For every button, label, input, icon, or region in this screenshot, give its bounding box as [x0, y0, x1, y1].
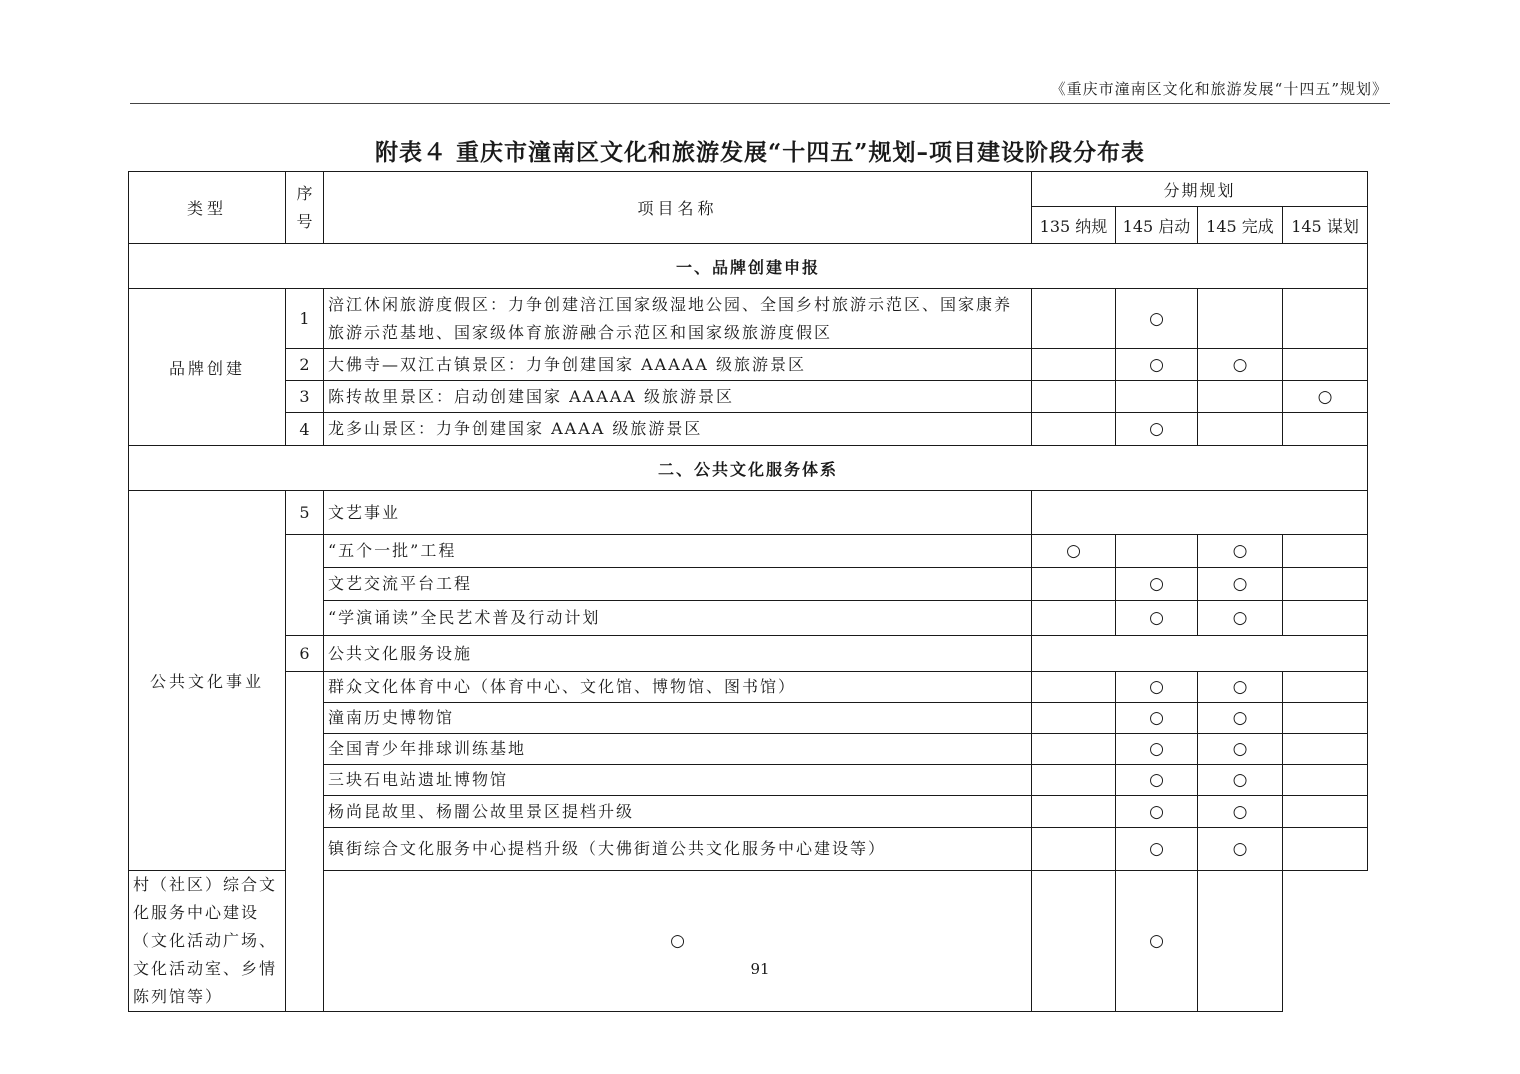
phase-cell: ○	[1116, 413, 1198, 446]
phase-cell: ○	[1198, 765, 1283, 796]
phase-cell	[1032, 871, 1116, 1012]
phase-cell	[1283, 796, 1368, 828]
header-rule	[130, 103, 1390, 104]
phase-cell: ○	[1198, 672, 1283, 703]
phase-cell: ○	[1032, 535, 1116, 568]
header-phase-145-plan: 145 谋划	[1283, 207, 1368, 244]
table-row	[129, 381, 1368, 413]
phase-cell: ○	[1116, 672, 1198, 703]
table-row	[129, 289, 1368, 349]
category-cell: 公共文化事业	[129, 491, 286, 871]
header-phase-135: 135 纳规	[1032, 207, 1116, 244]
seq-cell: 2	[286, 349, 324, 381]
project-name-cell: 全国青少年排球训练基地	[324, 734, 1032, 765]
phase-cell	[1032, 601, 1116, 636]
document-title: 附表４ 重庆市潼南区文化和旅游发展“十四五”规划–项目建设阶段分布表	[375, 139, 1145, 166]
phase-cell: ○	[1198, 601, 1283, 636]
header-phase-145-start: 145 启动	[1116, 207, 1198, 244]
section-title: 一、品牌创建申报	[129, 244, 1368, 289]
page-number: 91	[750, 960, 770, 978]
phase-cell: ○	[1116, 871, 1198, 1012]
phase-cell	[1283, 601, 1368, 636]
table-row	[129, 413, 1368, 446]
seq-cell: 4	[286, 413, 324, 446]
phase-cell	[1198, 413, 1283, 446]
phase-cell	[1283, 413, 1368, 446]
section-title: 二、公共文化服务体系	[129, 446, 1368, 491]
phase-cell	[1283, 535, 1368, 568]
seq-cell-group	[286, 535, 324, 636]
phase-cell	[1116, 381, 1198, 413]
phase-cell: ○	[1283, 381, 1368, 413]
project-name-cell: 文艺事业	[324, 491, 1032, 535]
project-name-cell: 陈抟故里景区：启动创建国家 AAAAA 级旅游景区	[324, 381, 1032, 413]
project-name-cell: 潼南历史博物馆	[324, 703, 1032, 734]
phase-cell: ○	[1198, 535, 1283, 568]
phase-cell: ○	[1198, 734, 1283, 765]
project-name-cell: 大佛寺—双江古镇景区：力争创建国家 AAAAA 级旅游景区	[324, 349, 1032, 381]
phase-cell: ○	[1116, 349, 1198, 381]
phase-cell	[1032, 349, 1116, 381]
phase-cell: ○	[1116, 828, 1198, 871]
phase-cell: ○	[1116, 796, 1198, 828]
section-row	[129, 244, 1368, 289]
header-type: 类型	[129, 172, 286, 244]
phase-cell: ○	[1116, 765, 1198, 796]
header-phase-145-complete: 145 完成	[1198, 207, 1283, 244]
phase-cell	[1283, 568, 1368, 601]
phase-cell	[1283, 765, 1368, 796]
header-row	[129, 172, 1368, 207]
phase-cell	[1283, 289, 1368, 349]
phase-cell: ○	[324, 871, 1032, 1012]
header-phase-group: 分期规划	[1032, 172, 1368, 207]
phase-cell	[1198, 871, 1283, 1012]
phase-cell	[1283, 349, 1368, 381]
phase-cell: ○	[1198, 568, 1283, 601]
phase-cell: ○	[1198, 828, 1283, 871]
project-name-cell: 文艺交流平台工程	[324, 568, 1032, 601]
phase-cell-blank	[1032, 636, 1368, 672]
phase-cell	[1283, 734, 1368, 765]
seq-cell: 5	[286, 491, 324, 535]
phase-cell: ○	[1116, 601, 1198, 636]
phase-cell	[1032, 413, 1116, 446]
phase-cell	[1032, 381, 1116, 413]
phase-cell	[1116, 535, 1198, 568]
project-name-cell: 龙多山景区：力争创建国家 AAAA 级旅游景区	[324, 413, 1032, 446]
project-phase-table	[128, 171, 1368, 1012]
header-seq: 序 号	[286, 172, 324, 244]
project-name-cell: “学演诵读”全民艺术普及行动计划	[324, 601, 1032, 636]
project-name-cell: 杨尚昆故里、杨闇公故里景区提档升级	[324, 796, 1032, 828]
project-name-cell: 公共文化服务设施	[324, 636, 1032, 672]
phase-cell	[1283, 672, 1368, 703]
header-project-name: 项目名称	[324, 172, 1032, 244]
phase-cell-blank	[1032, 491, 1368, 535]
table-row	[129, 535, 1368, 568]
table-left-border-trail	[128, 906, 129, 912]
project-name-cell: “五个一批”工程	[324, 535, 1032, 568]
phase-cell	[1032, 828, 1116, 871]
project-name-cell: 三块石电站遗址博物馆	[324, 765, 1032, 796]
seq-cell: 3	[286, 381, 324, 413]
table-row	[129, 349, 1368, 381]
phase-cell: ○	[1198, 349, 1283, 381]
phase-cell: ○	[1198, 796, 1283, 828]
phase-cell	[1198, 381, 1283, 413]
phase-cell: ○	[1116, 734, 1198, 765]
project-name-cell: 涪江休闲旅游度假区：力争创建涪江国家级湿地公园、全国乡村旅游示范区、国家康养旅游示范基地、国家级体育旅游融合示范区和国家级旅游度假区	[324, 289, 1032, 349]
phase-cell	[1283, 703, 1368, 734]
phase-cell: ○	[1116, 703, 1198, 734]
phase-cell	[1032, 289, 1116, 349]
seq-cell: 1	[286, 289, 324, 349]
phase-cell	[1283, 828, 1368, 871]
running-header: 《重庆市潼南区文化和旅游发展“十四五”规划》	[1050, 80, 1388, 98]
table-row	[129, 636, 1368, 672]
phase-cell: ○	[1116, 568, 1198, 601]
phase-cell: ○	[1198, 703, 1283, 734]
seq-cell: 6	[286, 636, 324, 672]
phase-cell	[1032, 672, 1116, 703]
table-row	[129, 672, 1368, 703]
phase-cell: ○	[1116, 289, 1198, 349]
project-name-cell: 村（社区）综合文化服务中心建设（文化活动广场、文化活动室、乡情陈列馆等）	[129, 871, 286, 1012]
section-row	[129, 446, 1368, 491]
phase-cell	[1032, 568, 1116, 601]
project-name-cell: 群众文化体育中心（体育中心、文化馆、博物馆、图书馆）	[324, 672, 1032, 703]
phase-cell	[1198, 289, 1283, 349]
project-name-cell: 镇街综合文化服务中心提档升级（大佛街道公共文化服务中心建设等）	[324, 828, 1032, 871]
phase-cell	[1032, 703, 1116, 734]
phase-cell	[1032, 734, 1116, 765]
table-body	[129, 172, 1368, 1012]
phase-cell	[1032, 765, 1116, 796]
category-cell: 品牌创建	[129, 289, 286, 446]
phase-cell	[1032, 796, 1116, 828]
table-row	[129, 491, 1368, 535]
